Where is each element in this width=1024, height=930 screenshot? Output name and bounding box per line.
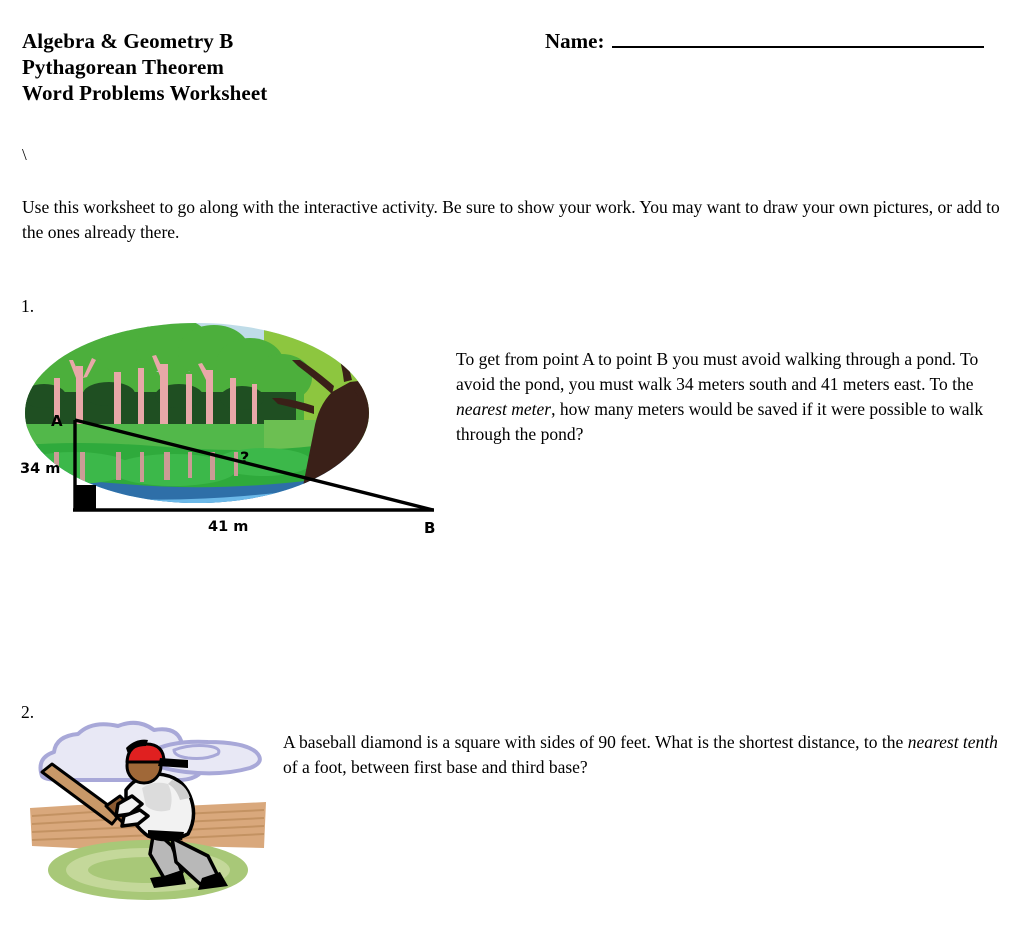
problem-1-text <box>456 347 1004 447</box>
header-course-line: Algebra & Geometry B <box>22 29 234 53</box>
pond-figure <box>14 320 454 545</box>
problem-2-number: 2. <box>21 702 35 722</box>
problem-2-text <box>283 730 1013 780</box>
pond-label-point-b: B <box>424 519 436 537</box>
pond-label-point-a: A <box>51 412 63 430</box>
problem-2-text-part2: of a foot, between first base and third base? <box>283 757 588 777</box>
problem-1-emphasis: nearest meter <box>456 399 552 419</box>
worksheet-header <box>22 28 542 106</box>
pond-label-vertical-leg: 34 m <box>20 461 61 477</box>
problem-1-number: 1. <box>21 296 35 316</box>
instructions-paragraph: Use this worksheet to go along with the interactive activity. Be sure to show your work. You may want to draw your own pictures, or add to the ones already there. <box>22 197 1000 242</box>
baseball-figure <box>22 718 272 903</box>
pond-label-hypotenuse: ? <box>240 448 250 467</box>
stray-backslash-mark: \ <box>22 145 27 164</box>
problem-2-emphasis: nearest tenth <box>907 732 998 752</box>
header-topic-line: Pythagorean Theorem <box>22 55 224 79</box>
name-label: Name: <box>545 29 605 53</box>
infield-grass <box>48 840 248 900</box>
name-field-block <box>545 29 984 54</box>
right-angle-marker <box>74 485 96 510</box>
problem-1-text-part1: To get from point A to point B you must avoid walking through a pond. To avoid the pond, you must walk 34 meters south and 41 meters east. To the <box>456 349 979 394</box>
problem-2-text-part1: A baseball diamond is a square with sides of 90 feet. What is the shortest distance, to the <box>283 732 908 752</box>
header-subtitle-line: Word Problems Worksheet <box>22 81 268 105</box>
problem-1-text-part2: , how many meters would be saved if it were possible to walk through the pond? <box>456 399 984 444</box>
pond-label-horizontal-leg: 41 m <box>208 519 249 535</box>
name-write-in-line[interactable] <box>612 45 984 48</box>
